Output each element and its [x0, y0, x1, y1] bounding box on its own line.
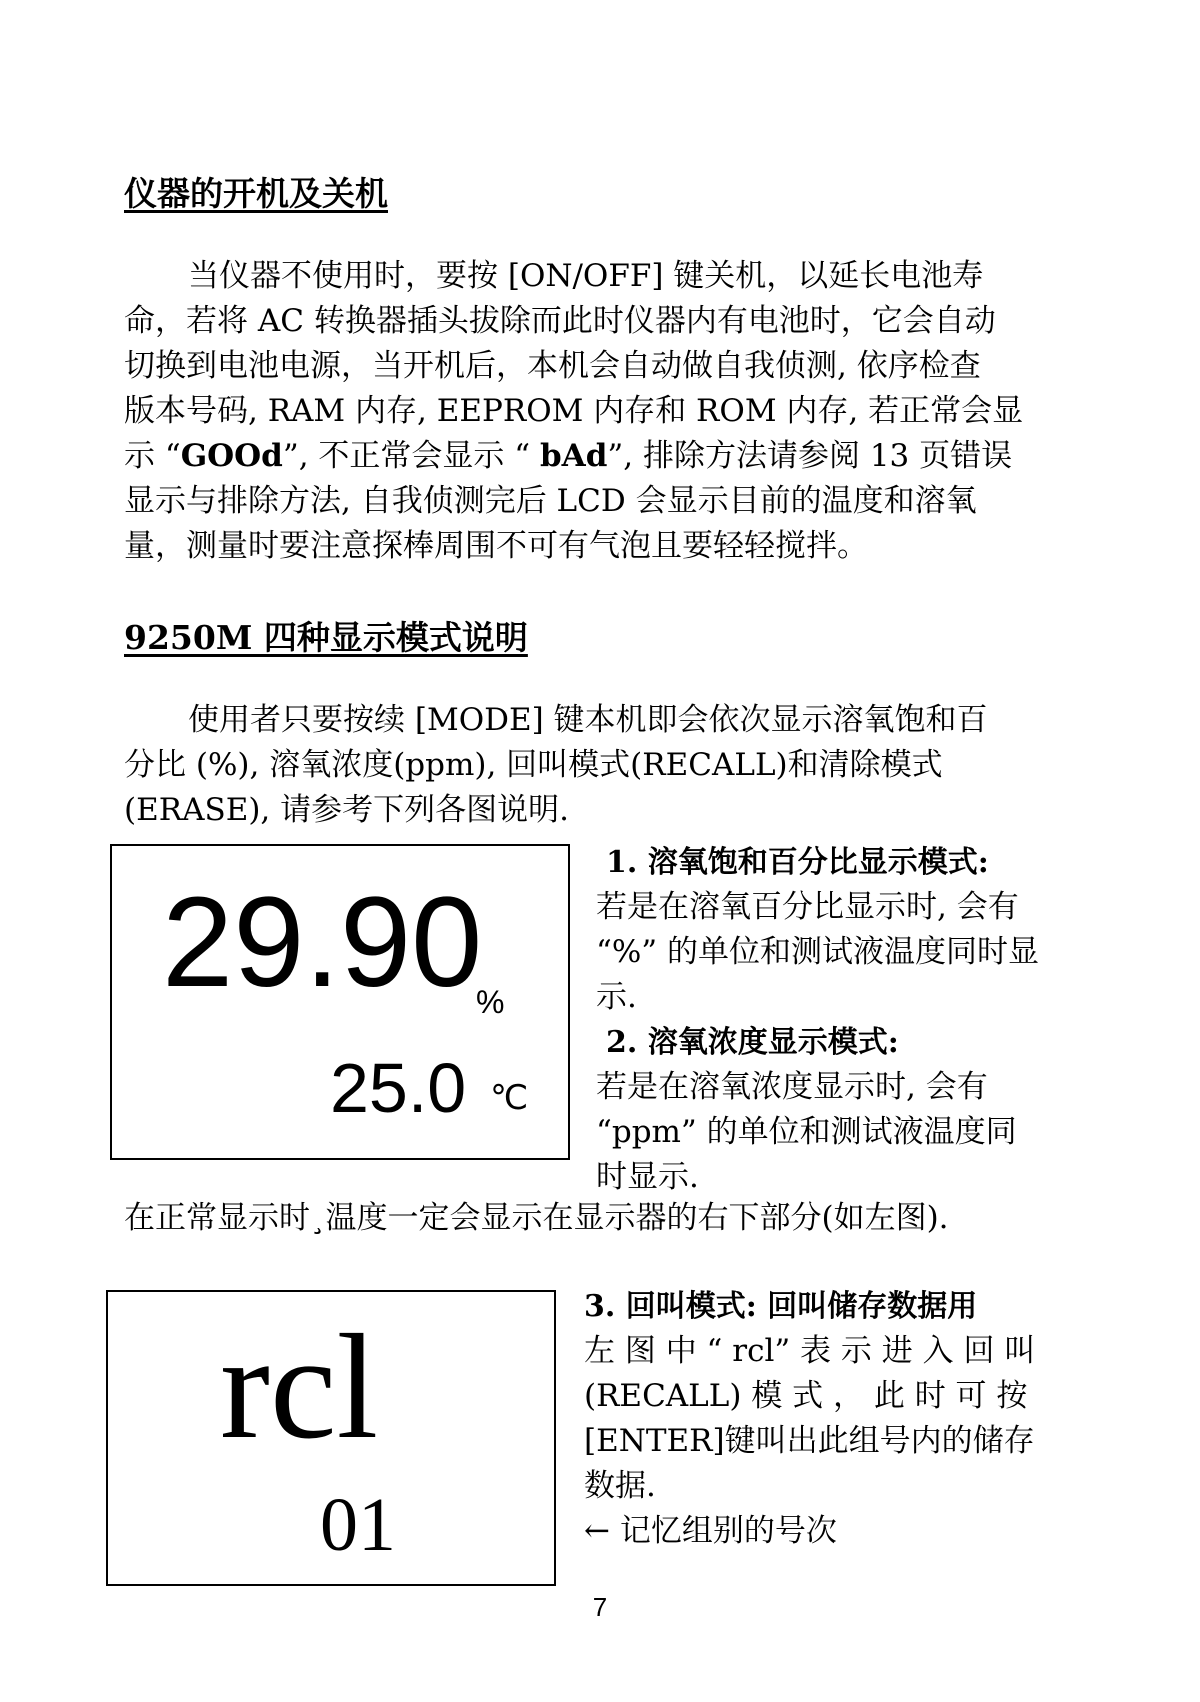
- paragraph-line: 切换到电池电源，当开机后，本机会自动做自我侦测, 依序检查: [124, 348, 981, 384]
- lcd-celsius-unit: ℃: [490, 1079, 529, 1117]
- mode1-line: 示.: [596, 979, 637, 1015]
- lcd-memory-group-number: 01: [320, 1483, 396, 1567]
- mode3-line: (RECALL) 模 式 ， 此 时 可 按: [584, 1378, 1028, 1414]
- paragraph-line: 示 “GOOd”, 不正常会显示 “ bAd”, 排除方法请参阅 13 页错误: [124, 438, 1013, 474]
- paragraph-line: 使用者只要按续 [MODE] 键本机即会依次显示溶氧饱和百: [188, 702, 988, 738]
- lcd-display-recall: [106, 1290, 556, 1586]
- paragraph-line: 版本号码, RAM 内存, EEPROM 内存和 ROM 内存, 若正常会显: [124, 393, 1024, 429]
- mode1-line: “%” 的单位和测试液温度同时显: [596, 934, 1040, 970]
- lcd-temperature-value: 25.0: [330, 1049, 467, 1127]
- mode1-line: 若是在溶氧百分比显示时, 会有: [596, 889, 1019, 925]
- good-status-text: GOOd: [180, 438, 283, 474]
- paragraph-line: (ERASE), 请参考下列各图说明.: [124, 792, 569, 828]
- mode-descriptions: [596, 840, 1084, 1200]
- paragraph-line: 显示与排除方法, 自我侦测完后 LCD 会显示目前的温度和溶氧: [124, 483, 977, 519]
- bad-status-text: bAd: [540, 438, 608, 474]
- mode2-line: 若是在溶氧浓度显示时, 会有: [596, 1069, 988, 1105]
- mode3-line: 左 图 中 “ rcl” 表 示 进 入 回 叫: [584, 1333, 1036, 1369]
- paragraph-line: 分比 (%), 溶氧浓度(ppm), 回叫模式(RECALL)和清除模式: [124, 747, 943, 783]
- section-heading-modes: 9250M 四种显示模式说明: [124, 618, 528, 657]
- mode3-line: 数据.: [584, 1468, 656, 1504]
- paragraph-line: 命，若将 AC 转换器插头拔除而此时仪器内有电池时，它会自动: [124, 303, 996, 339]
- mode3-title: 3. 回叫模式: 回叫储存数据用: [584, 1289, 978, 1324]
- mode3-line: [ENTER]键叫出此组号内的储存: [584, 1423, 1035, 1459]
- power-paragraph: [124, 254, 1084, 569]
- lcd-main-value: 29.90: [162, 871, 483, 1014]
- paragraph-line: 量，测量时要注意探棒周围不可有气泡且要轻轻搅拌。: [124, 528, 868, 564]
- section-heading-power: 仪器的开机及关机: [124, 174, 388, 213]
- lcd-recall-label: rcl: [220, 1304, 379, 1470]
- modes-paragraph: [124, 698, 1084, 833]
- mode3-description: [584, 1284, 1084, 1554]
- mode2-line: “ppm” 的单位和测试液温度同: [596, 1114, 1017, 1150]
- mode2-title: 2. 溶氧浓度显示模式:: [606, 1025, 899, 1060]
- memory-group-pointer: ← 记忆组别的号次: [584, 1513, 837, 1549]
- lcd-percent-unit: %: [476, 984, 505, 1020]
- mode2-line: 时显示.: [596, 1159, 699, 1195]
- page-number: 7: [592, 1592, 608, 1622]
- lcd-display-percent: [110, 844, 570, 1160]
- mode1-title: 1. 溶氧饱和百分比显示模式:: [606, 845, 989, 880]
- paragraph-line: 当仪器不使用时，要按 [ON/OFF] 键关机，以延长电池寿: [188, 258, 984, 294]
- normal-display-note: 在正常显示时¸温度一定会显示在显示器的右下部分(如左图).: [124, 1200, 949, 1236]
